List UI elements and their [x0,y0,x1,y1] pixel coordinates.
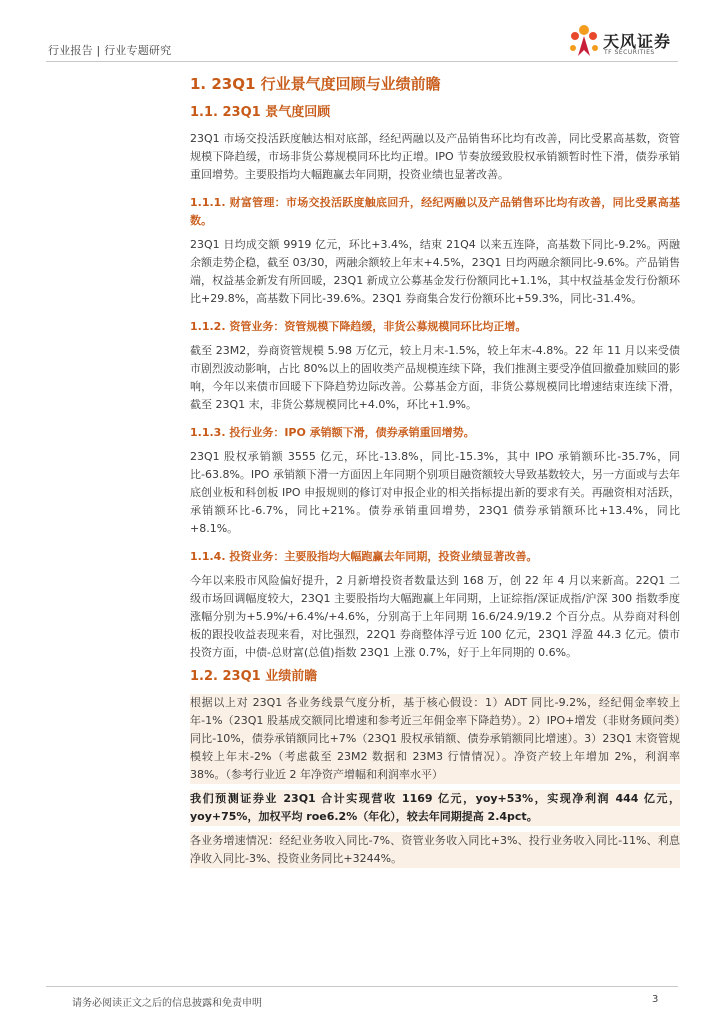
forecast-headline: 我们预测证券业 23Q1 合计实现营收 1169 亿元，yoy+53%，实现净利润 444 亿元，yoy+75%，加权平均 roe6.2%（年化），较去年同期提高 2.4pct。 [190,790,680,826]
report-category: 行业报告 | 行业专题研究 [48,44,172,57]
forecast-assumptions: 根据以上对 23Q1 各业务线景气度分析，基于核心假设：1）ADT 同比-9.2%，经纪佣金率较上年-1%（23Q1 股基成交额同比增速和参考近三年佣金率下降趋势）。2）IPO+增发（非财务顾问类）同比-10%，债券承销额同比+7%（23Q1 股权承销额、债券承销额同比增速）。3）23Q1 末资管规模较上年末-2%（考虑截至 23M2 数据和 23M3 行情情况）。净资产较上年增加 2%，利润率 38%。（参考行业近 2 年净资产增幅和利润率水平） [190,694,680,784]
text-investment-business: 今年以来股市风险偏好提升，2 月新增投资者数量达到 168 万，创 22 年 4 月以来新高。22Q1 二级市场回调幅度较大，23Q1 主要股指均大幅跑赢上年同期，上证综指/深证成指/沪深 300 指数季度涨幅分别为+5.9%/+6.4%/+4.6%，分别高于上年同期 16.6/24.9/19.2 个百分点。从券商对科创板的跟投收益表现来看，对比强烈，22Q1 券商整体浮亏近 100 亿元，23Q1 浮盈 44.3 亿元。债市投资方面，中债-总财富(总值)指数 23Q1 上涨 0.7%，好于上年同期的 0.6%。 [190,574,680,659]
logo-mark-icon [567,22,601,62]
heading-asset-management: 1.1.2. 资管业务：资管规模下降趋缓，非货公募规模同环比均正增。 [190,320,527,333]
text-asset-management: 截至 23M2，券商资管规模 5.98 万亿元，较上月末-1.5%，较上年末-4.8%。22 年 11 月以来受债市剧烈波动影响，占比 80%以上的固收类产品规模连续下降，我们推测主要受净值回撤叠加赎回的影响，今年以来债市回暖下下降趋势边际改善。公募基金方面，非货公募规模同比增速结束连续下滑，截至 23Q1 末，非货公募规模同比+4.0%，环比+1.9%。 [190,344,680,411]
review-intro: 23Q1 市场交投活跃度触达相对底部，经纪两融以及产品销售环比均有改善，同比受累高基数，资管规模下降趋缓，市场非货公募规模同环比均正增。IPO 节奏放缓致股权承销额暂时性下滑，债券承销重回增势。主要股指均大幅跑赢去年同期，投资业绩也显著改善。 [190,132,680,181]
text-investment-banking: 23Q1 股权承销额 3555 亿元，环比-13.8%，同比-15.3%，其中 IPO 承销额环比-35.7%，同比-63.8%。IPO 承销额下滑一方面因上年同期个别项目融资额较大导致基数较大，另一方面或与去年底创业板和科创板 IPO 申报规则的修订对申报企业的相关指标提出新的要求有关。再融资相对活跃，承销额环比-6.7%，同比+21%。债券承销重回增势，23Q1 债券承销额环比+13.4%，同比+8.1%。 [190,450,680,535]
subsection-title-forecast: 1.2. 23Q1 业绩前瞻 [190,669,318,684]
subsection-title-review: 1.1. 23Q1 景气度回顾 [190,105,331,120]
report-body [190,74,680,868]
footer-divider [46,986,678,987]
heading-investment-banking: 1.1.3. 投行业务：IPO 承销额下滑，债券承销重回增势。 [190,426,475,439]
forecast-business-growth: 各业务增速情况：经纪业务收入同比-7%、资管业务收入同比+3%、投行业务收入同比-11%、利息净收入同比-3%、投资业务同比+3244%。 [190,832,680,868]
section-title: 1. 23Q1 行业景气度回顾与业绩前瞻 [190,75,441,93]
heading-wealth-management: 1.1.1. 财富管理：市场交投活跃度触底回升，经纪两融以及产品销售环比均有改善，同比受累高基数。 [190,196,680,227]
tf-securities-logo [567,22,697,64]
heading-investment-business: 1.1.4. 投资业务：主要股指均大幅跑赢去年同期，投资业绩显著改善。 [190,550,538,563]
disclaimer-note: 请务必阅读正文之后的信息披露和免责申明 [72,998,262,1009]
logo-name: 天风证券 [603,32,672,51]
page-number: 3 [652,994,659,1005]
header-divider [46,61,678,62]
logo-subtitle: TF SECURITIES [604,49,655,56]
text-wealth-management: 23Q1 日均成交额 9919 亿元，环比+3.4%，结束 21Q4 以来五连降，高基数下同比-9.2%。两融余额走势企稳，截至 03/30，两融余额较上年末+4.5%，23Q1 日均两融余额同比-9.6%。产品销售端，权益基金新发有所回暖，23Q1 新成立公募基金发行份额同比+1.1%，其中权益基金发行份额环比+29.8%，高基数下同比-39.6%。23Q1 券商集合发行份额环比+59.3%，同比-31.4%。 [190,238,680,305]
